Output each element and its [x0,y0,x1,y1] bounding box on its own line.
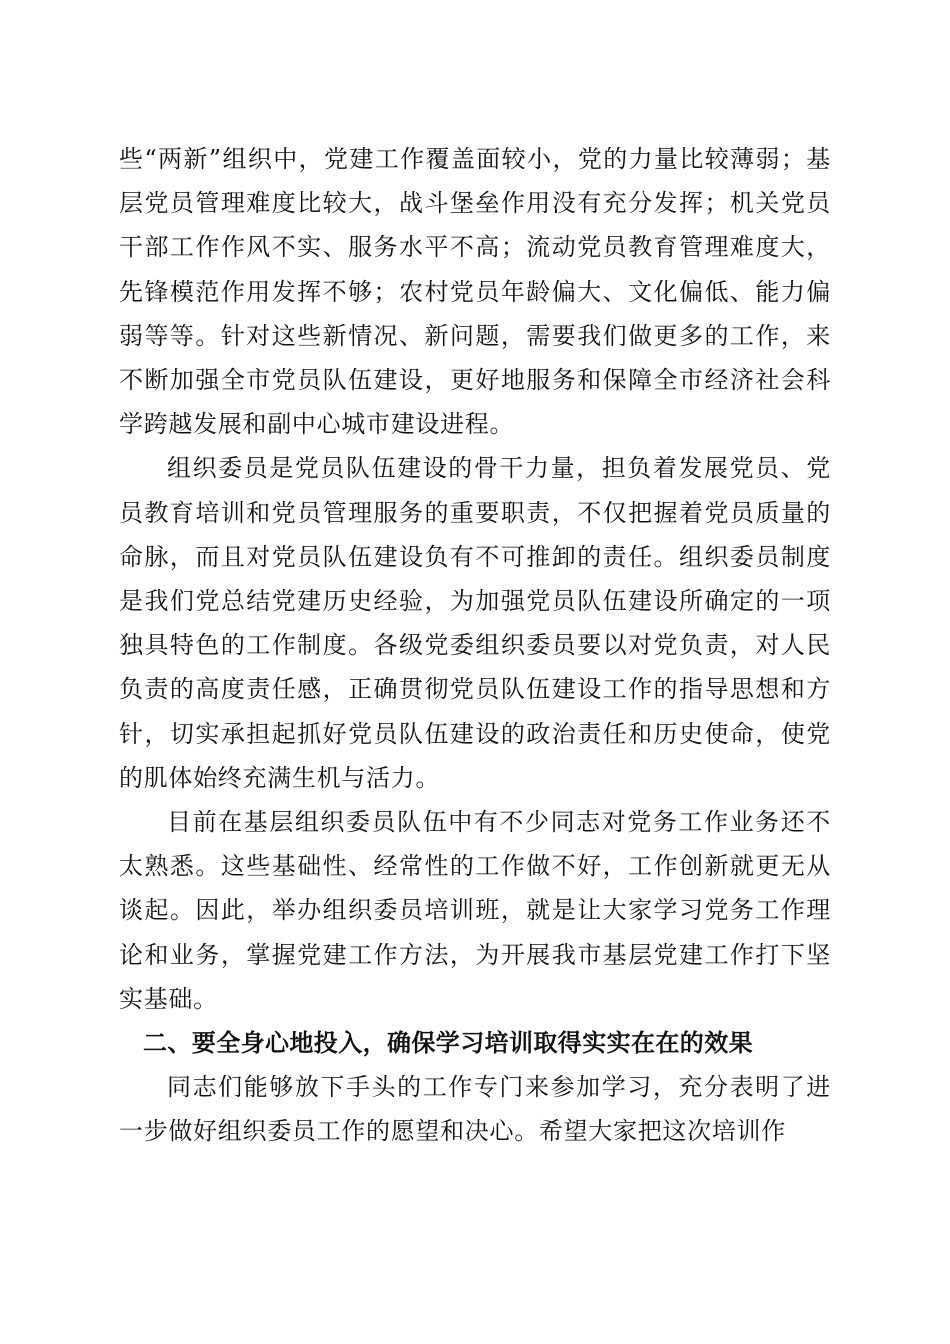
paragraph-organization-committee: 组织委员是党员队伍建设的骨干力量，担负着发展党员、党员教育培训和党员管理服务的重要职责，不仅把握着党员质量的命脉，而且对党员队伍建设负有不可推卸的责任。组织委员制度是我们党总结党建历史经验，为加强党员队伍建设所确定的一项独具特色的工作制度。各级党委组织委员要以对党负责，对人民负责的高度责任感，正确贯彻党员队伍建设工作的指导思想和方针，切实承担起抓好党员队伍建设的政治责任和历史使命，使党的肌体始终充满生机与活力。 [119,454,831,792]
paragraph-continuation: 些“两新”组织中，党建工作覆盖面较小，党的力量比较薄弱；基层党员管理难度比较大，战斗堡垒作用没有充分发挥；机关党员干部工作作风不实、服务水平不高；流动党员教育管理难度大，先锋模范作用发挥不够；农村党员年龄偏大、文化偏低、能力偏弱等等。针对这些新情况、新问题，需要我们做更多的工作，来不断加强全市党员队伍建设，更好地服务和保障全市经济社会科学跨越发展和副中心城市建设进程。 [119,145,831,439]
section-heading: 二、要全身心地投入，确保学习培训取得实实在在的效果 [143,1029,753,1058]
paragraph-final: 同志们能够放下手头的工作专门来参加学习，充分表明了进一步做好组织委员工作的愿望和决心。希望大家把这次培训作 [119,1073,831,1146]
document-body [119,137,831,1154]
paragraph-current-situation: 目前在基层组织委员队伍中有不少同志对党务工作业务还不太熟悉。这些基础性、经常性的工作做不好，工作创新就更无从谈起。因此，举办组织委员培训班，就是让大家学习党务工作理论和业务，掌握党建工作方法，为开展我市基层党建工作打下坚实基础。 [119,808,831,1013]
